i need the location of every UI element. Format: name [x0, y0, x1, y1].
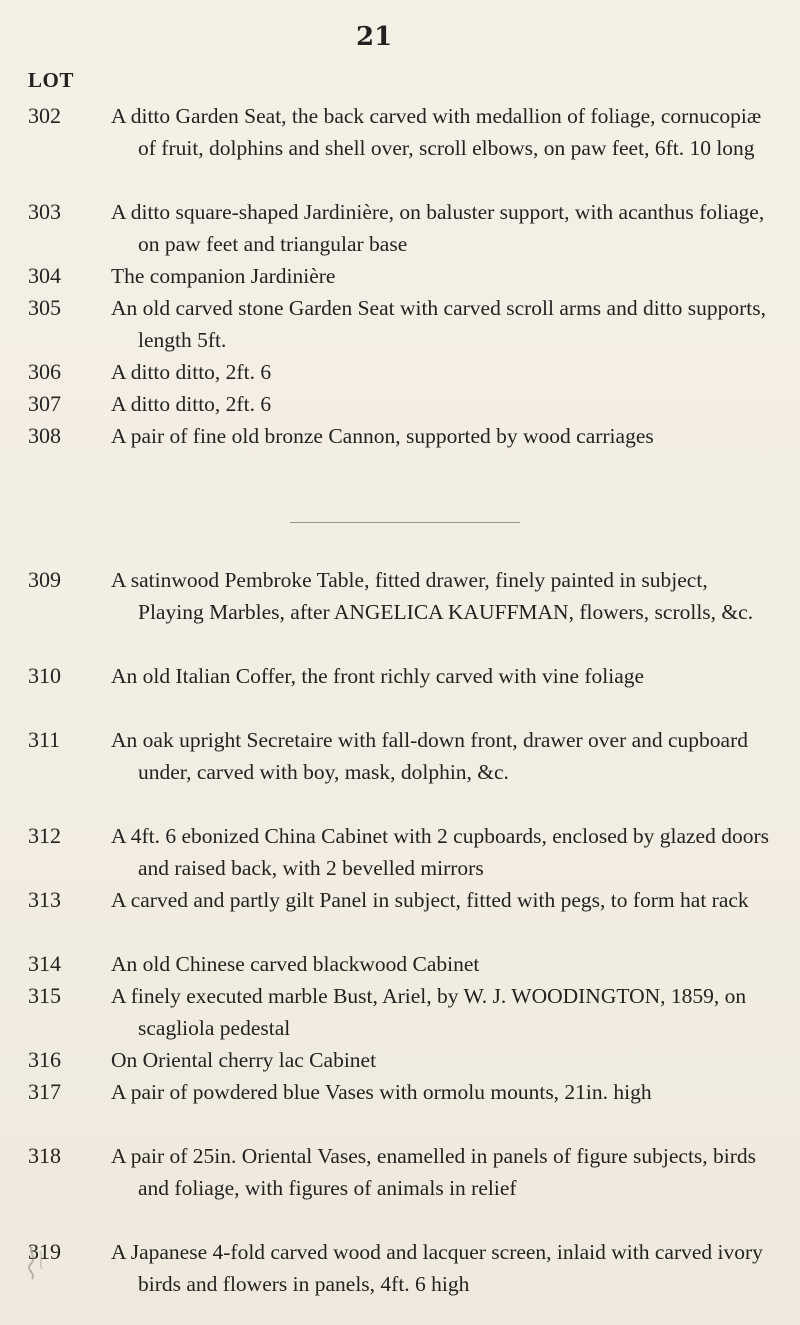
lot-number: 305 — [28, 295, 61, 320]
lot-number: 306 — [28, 359, 61, 384]
lot-number: 310 — [28, 663, 61, 688]
lot-description: An old Italian Coffer, the front richly carved with vine foliage — [111, 664, 645, 688]
section-divider — [290, 522, 520, 523]
lot-description: A ditto ditto, 2ft. 6 — [111, 360, 272, 384]
lot-description: An oak upright Secretaire with fall-down front, drawer over and cupboard under, carved with boy, mask, dolphin, &c. — [111, 728, 749, 784]
lot-description: On Oriental cherry lac Cabinet — [111, 1048, 377, 1072]
lot-number: 313 — [28, 887, 61, 912]
lot-number: 315 — [28, 983, 61, 1008]
page-number: 21 — [356, 22, 393, 52]
lot-description: The companion Jardinière — [111, 264, 336, 288]
lot-description: A ditto ditto, 2ft. 6 — [111, 392, 272, 416]
lot-number: 304 — [28, 263, 61, 288]
lot-description: A pair of powdered blue Vases with ormolu mounts, 21in. high — [111, 1080, 652, 1104]
lot-description: An old carved stone Garden Seat with carved scroll arms and ditto supports, length 5ft. — [111, 296, 766, 352]
lot-description: A carved and partly gilt Panel in subject, fitted with pegs, to form hat rack — [111, 888, 749, 912]
lot-description: A ditto Garden Seat, the back carved with medallion of foliage, cornucopiæ of fruit, dolphins and shell over, scroll elbows, on paw feet, 6ft. 10 long — [111, 104, 762, 160]
lot-description: A satinwood Pembroke Table, fitted drawer, finely painted in subject, Playing Marbles, after ANGELICA KAUFFMAN, flowers, scrolls, &c. — [111, 568, 754, 624]
lot-number: 317 — [28, 1079, 61, 1104]
lot-description: A finely executed marble Bust, Ariel, by W. J. WOODINGTON, 1859, on scagliola pedestal — [111, 984, 747, 1040]
lot-description: An old Chinese carved blackwood Cabinet — [111, 952, 480, 976]
lot-number: 309 — [28, 567, 61, 592]
lot-description: A pair of 25in. Oriental Vases, enamelled in panels of figure subjects, birds and foliage, with figures of animals in relief — [111, 1144, 757, 1200]
lot-number: 319 — [28, 1239, 61, 1264]
lot-number: 307 — [28, 391, 61, 416]
lot-number: 311 — [28, 727, 61, 752]
lot-description: A Japanese 4-fold carved wood and lacquer screen, inlaid with carved ivory birds and flowers in panels, 4ft. 6 high — [111, 1240, 763, 1296]
lot-number: 303 — [28, 199, 61, 224]
lot-description: A 4ft. 6 ebonized China Cabinet with 2 cupboards, enclosed by glazed doors and raised back, with 2 bevelled mirrors — [111, 824, 769, 880]
lot-number: 302 — [28, 103, 61, 128]
ink-mark-icon — [20, 1243, 50, 1283]
lot-description: A ditto square-shaped Jardinière, on baluster support, with acanthus foliage, on paw feet and triangular base — [111, 200, 765, 256]
lot-number: 316 — [28, 1047, 61, 1072]
lot-number: 314 — [28, 951, 61, 976]
lot-number: 318 — [28, 1143, 61, 1168]
lot-description: A pair of fine old bronze Cannon, supported by wood carriages — [111, 424, 654, 448]
lot-number: 312 — [28, 823, 61, 848]
lot-number: 308 — [28, 423, 61, 448]
lot-column-header: LOT — [28, 68, 74, 92]
